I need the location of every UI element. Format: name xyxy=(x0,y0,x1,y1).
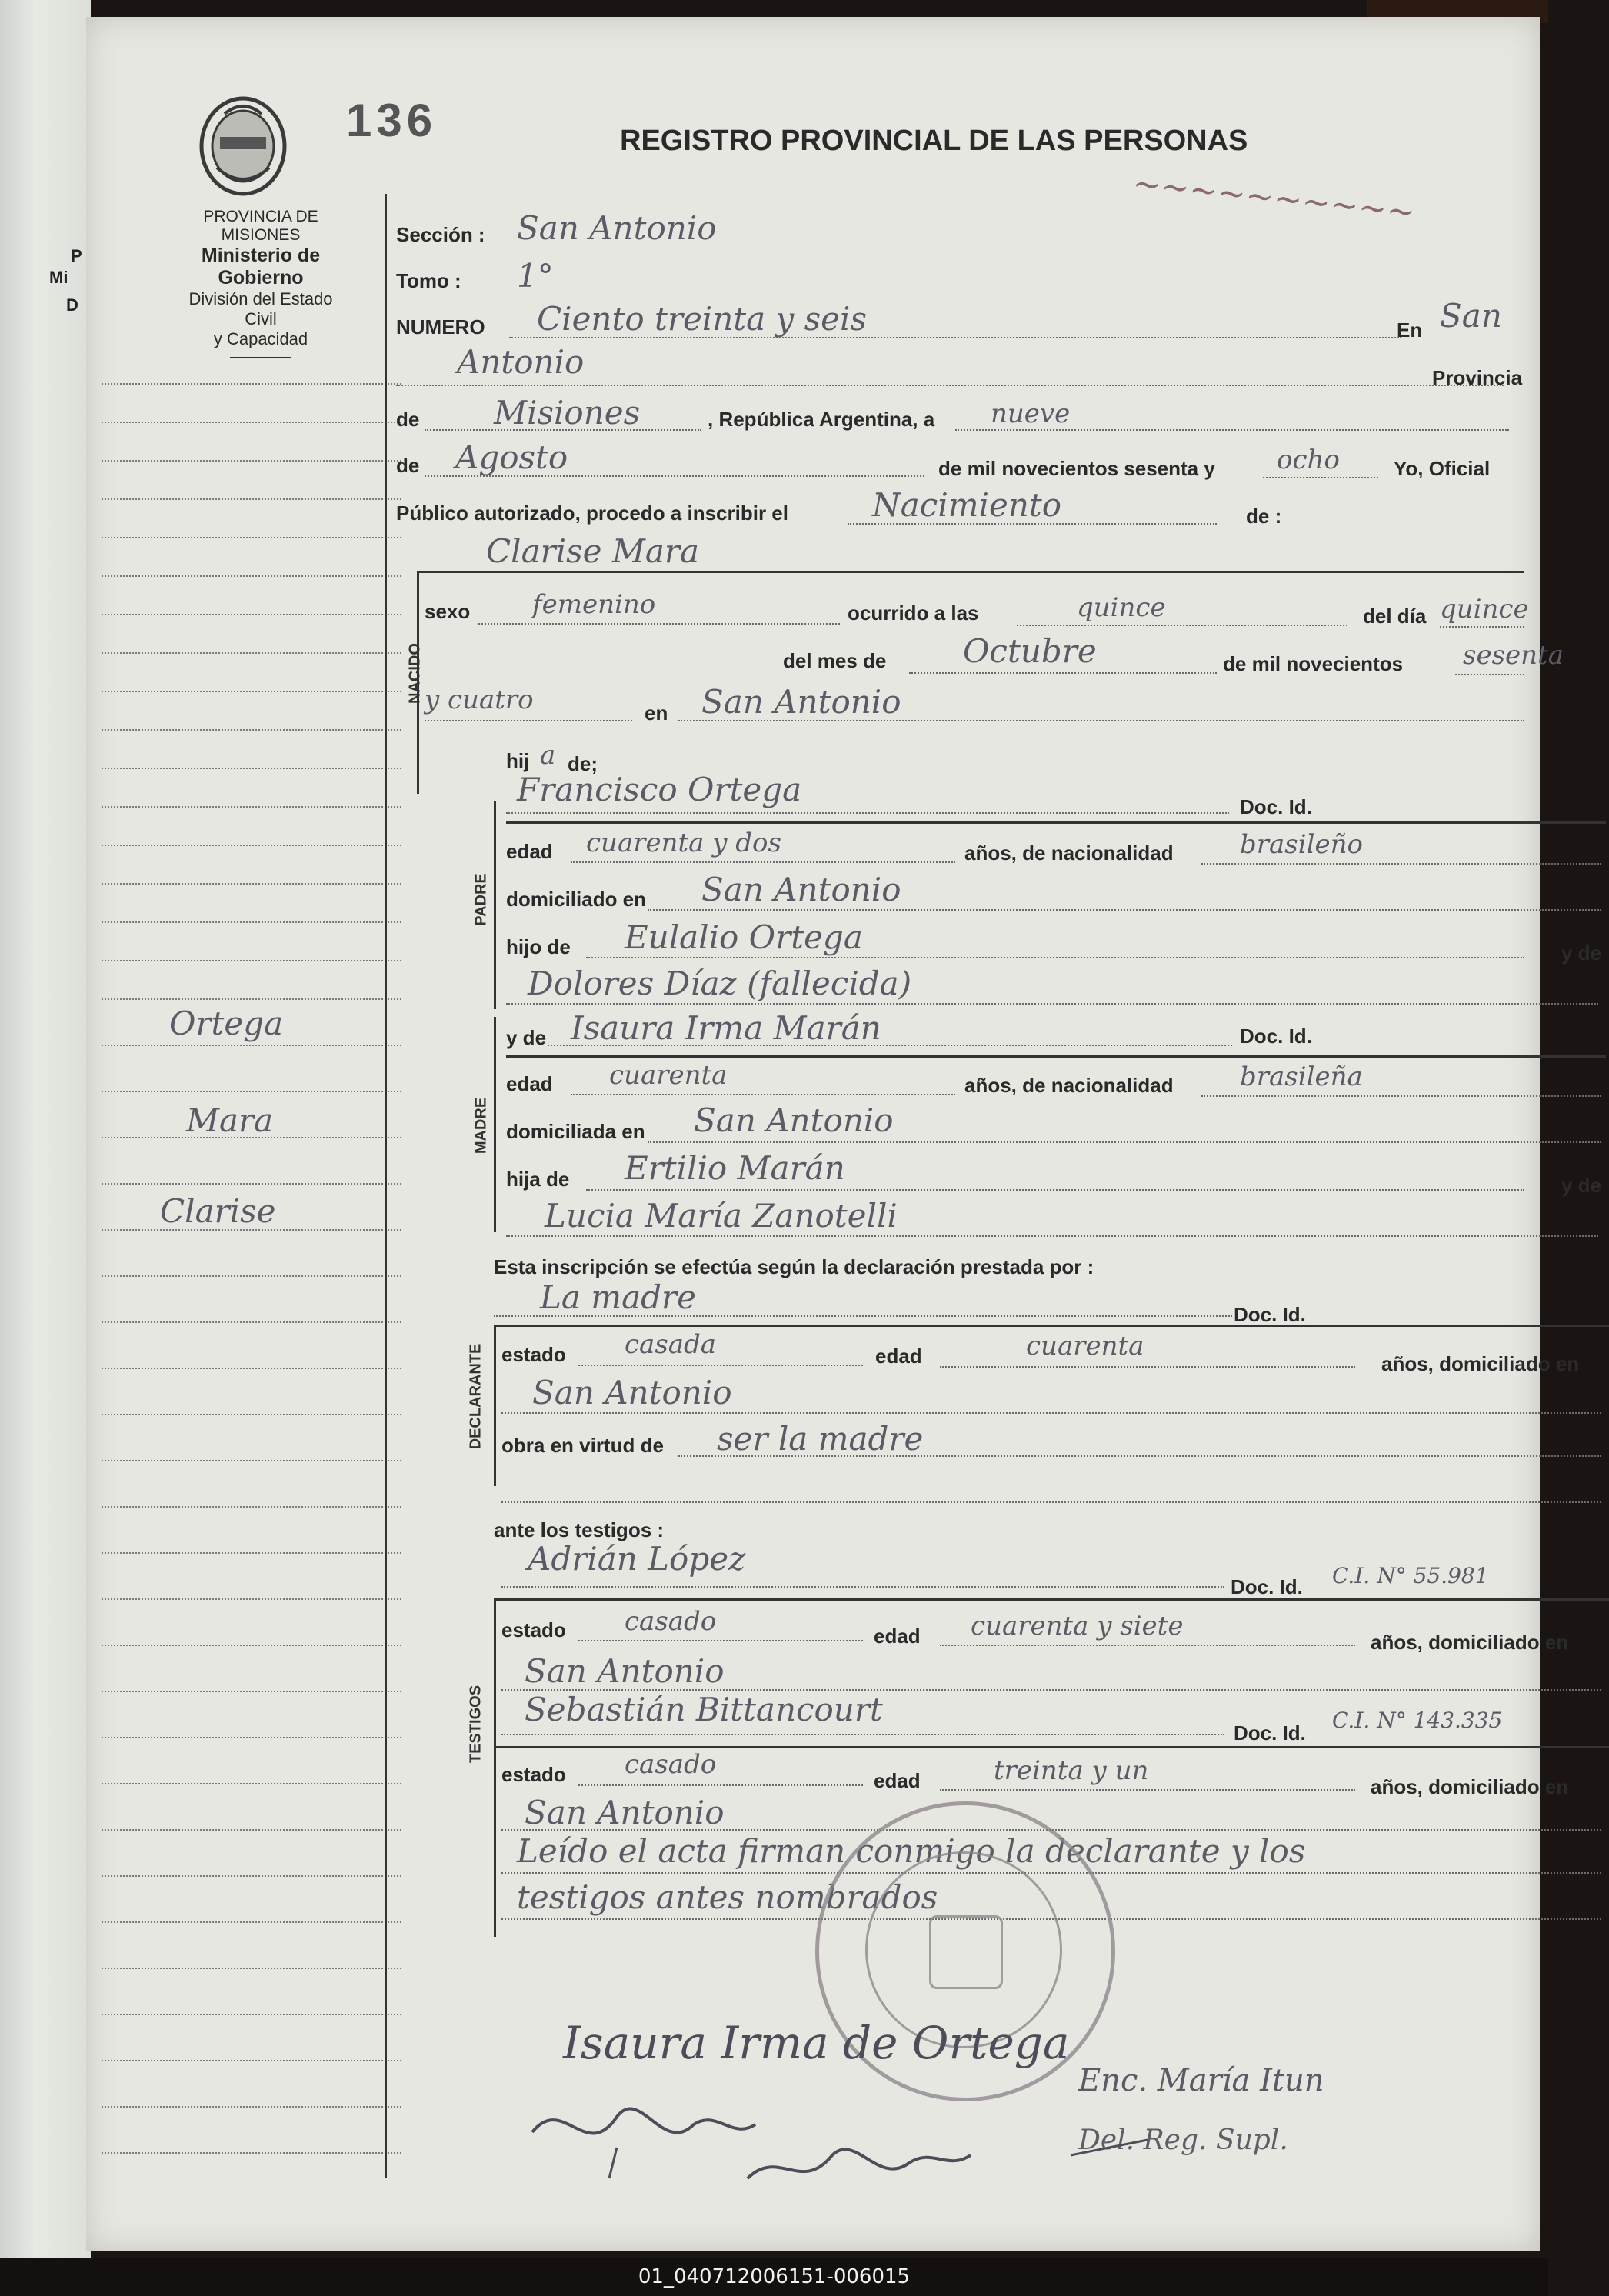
abuela-paterna-line xyxy=(506,1003,1598,1005)
signature-mother: Isaura Irma de Ortega xyxy=(563,2017,1070,2069)
margin-rule xyxy=(102,691,401,692)
numero-label: NUMERO xyxy=(396,315,485,338)
dia-registro-line xyxy=(955,429,1509,431)
margin-rule xyxy=(102,2060,401,2061)
coat-of-arms-icon xyxy=(194,91,292,206)
madre-nombre-value: Isaura Irma Marán xyxy=(571,1009,881,1047)
obra-virtud-label: obra en virtud de xyxy=(501,1434,664,1457)
tomo-value: 1° xyxy=(517,257,554,295)
testigo2-estado-line xyxy=(578,1784,863,1786)
margin-rule xyxy=(102,1321,401,1323)
hora-line xyxy=(1017,625,1347,626)
madre-nombre-line xyxy=(548,1045,1232,1046)
margin-rule xyxy=(102,768,401,769)
office-ministry: Ministerio de Gobierno xyxy=(201,245,321,288)
madre-edad-line xyxy=(571,1094,955,1095)
margin-surname: Ortega xyxy=(169,1005,284,1042)
en-value-2: Antonio xyxy=(457,343,585,381)
image-identifier: 01_040712006151-006015 xyxy=(638,2265,911,2288)
testigo2-estado-label: estado xyxy=(501,1763,566,1786)
localidad-line xyxy=(396,385,1504,386)
margin-rule xyxy=(102,1875,401,1877)
seccion-label: Sección : xyxy=(396,223,485,246)
madre-doc-label: Doc. Id. xyxy=(1240,1025,1312,1048)
numero-line xyxy=(509,337,1401,338)
section-divider xyxy=(417,571,1524,573)
padre-nac-value: brasileño xyxy=(1240,829,1363,860)
testigo2-value: Sebastián Bittancourt xyxy=(525,1691,883,1728)
section-divider xyxy=(506,1055,1606,1058)
padre-doc-label: Doc. Id. xyxy=(1240,795,1312,818)
testigo1-value: Adrián López xyxy=(528,1540,746,1578)
witness-signatures xyxy=(517,2063,1132,2201)
madre-section-label: MADRE xyxy=(472,1097,490,1155)
abuelo-paterno-line xyxy=(586,957,1524,958)
testigo2-dom-label: años, domiciliado en xyxy=(1371,1775,1569,1798)
section-divider xyxy=(494,1598,1609,1601)
nombre-inscripto-value: Clarise Mara xyxy=(486,532,700,570)
marginal-scribble: ~~~~~~~~~~ xyxy=(1131,163,1417,233)
margin-rule xyxy=(102,2152,401,2154)
testigo2-doc-value: C.I. N° 143.335 xyxy=(1332,1708,1503,1733)
margin-rule xyxy=(102,1045,401,1046)
margin-rule xyxy=(102,652,401,654)
yo-oficial-label: Yo, Oficial xyxy=(1394,457,1491,480)
record-number: 136 xyxy=(346,95,438,146)
margin-rule xyxy=(102,422,401,423)
mes-line xyxy=(909,672,1217,674)
padre-dom-line xyxy=(648,909,1601,911)
de-colon-label: de : xyxy=(1246,505,1282,528)
testigo2-edad-label: edad xyxy=(874,1769,921,1792)
madre-nac-label: años, de nacionalidad xyxy=(964,1074,1174,1097)
registry-title: REGISTRO PROVINCIAL DE LAS PERSONAS xyxy=(620,125,1248,157)
numero-value: Ciento treinta y seis xyxy=(537,300,868,338)
anio-2-line xyxy=(425,720,632,721)
margin-rule xyxy=(102,1598,401,1600)
testigo1-edad-label: edad xyxy=(874,1625,921,1648)
ocurrido-label: ocurrido a las xyxy=(848,601,979,625)
de-label: de xyxy=(396,408,420,431)
esta-inscripcion-label: Esta inscripción se efectúa según la declaración prestada por : xyxy=(494,1255,1094,1278)
margin-rule xyxy=(102,883,401,885)
decl-edad-line xyxy=(940,1366,1355,1368)
padre-border xyxy=(494,801,496,1009)
madre-y-de-label: y de xyxy=(506,1026,547,1049)
madre-dom-label: domiciliada en xyxy=(506,1120,645,1143)
sexo-line xyxy=(478,623,840,625)
issuing-office xyxy=(172,208,349,358)
testigo1-estado-label: estado xyxy=(501,1618,566,1641)
abuela-materna-line xyxy=(506,1235,1598,1237)
lugar-line xyxy=(678,720,1524,721)
mes-value: Octubre xyxy=(963,632,1097,670)
margin-rule xyxy=(102,1552,401,1554)
mes-registro-value: Agosto xyxy=(455,438,568,476)
office-division: División del Estado Civil xyxy=(188,289,333,328)
margin-rule xyxy=(102,498,401,500)
adjacent-page-edge xyxy=(0,0,91,2258)
republica-label: , República Argentina, a xyxy=(708,408,935,431)
mil-novecientos-label: de mil novecientos xyxy=(1223,652,1404,675)
padre-nac-line xyxy=(1201,863,1601,865)
padre-section-label: PADRE xyxy=(472,873,490,926)
scan-footer xyxy=(0,2258,1548,2296)
edge-mark: Mi xyxy=(49,268,68,287)
padre-edad-line xyxy=(571,861,955,863)
section-divider xyxy=(494,1746,1609,1748)
anio-1-value: sesenta xyxy=(1463,640,1564,671)
margin-rule xyxy=(102,960,401,961)
madre-dom-line xyxy=(648,1141,1601,1143)
testigo1-edad-line xyxy=(940,1645,1355,1646)
margin-second-name: Mara xyxy=(186,1101,274,1139)
decl-dom-label: años, domiciliado en xyxy=(1381,1352,1580,1375)
en-label: En xyxy=(1397,318,1423,342)
abuela-paterna-value: Dolores Díaz (fallecida) xyxy=(528,965,912,1002)
margin-rule xyxy=(102,1368,401,1369)
testigo2-estado-value: casado xyxy=(625,1749,717,1780)
decl-edad-value: cuarenta xyxy=(1026,1331,1144,1361)
decl-virtud-line xyxy=(678,1455,1601,1457)
testigo2-edad-line xyxy=(940,1789,1355,1791)
form-border xyxy=(385,194,387,2178)
hijo-de-label: hijo de xyxy=(506,935,571,958)
testigo2-dom-value: San Antonio xyxy=(525,1794,725,1831)
margin-rule xyxy=(102,460,401,462)
madre-edad-value: cuarenta xyxy=(609,1060,728,1091)
abuelo-materno-line xyxy=(586,1189,1524,1191)
dia-registro-value: nueve xyxy=(991,398,1071,429)
mes-registro-line xyxy=(425,475,924,477)
margin-rule xyxy=(102,383,401,385)
margin-rule xyxy=(102,729,401,731)
padre-y-de-label: y de xyxy=(1561,941,1602,965)
padre-nac-label: años, de nacionalidad xyxy=(964,841,1174,865)
decl-dom-value: San Antonio xyxy=(532,1374,732,1411)
hij-suffix-value: a xyxy=(540,740,556,771)
margin-rule xyxy=(102,2014,401,2015)
abuelo-materno-value: Ertilio Marán xyxy=(625,1149,845,1187)
decl-estado-value: casada xyxy=(625,1329,717,1360)
sexo-value: femenino xyxy=(532,589,656,620)
en-lower-label: en xyxy=(645,701,668,725)
de-semicolon-label: de; xyxy=(568,752,598,775)
abuela-materna-value: Lucia María Zanotelli xyxy=(545,1197,898,1235)
testigo2-line xyxy=(501,1734,1224,1735)
testigo1-estado-line xyxy=(578,1640,863,1641)
testigo2-edad-value: treinta y un xyxy=(994,1755,1149,1786)
margin-rule xyxy=(102,1460,401,1461)
tipo-acta-value: Nacimiento xyxy=(872,486,1062,524)
section-divider xyxy=(494,1325,1609,1327)
dia-value: quince xyxy=(1440,594,1529,625)
margin-rule xyxy=(102,1829,401,1831)
margin-first-name: Clarise xyxy=(160,1192,276,1230)
publico-label: Público autorizado, procedo a inscribir el xyxy=(396,502,788,525)
provincia-value: Misiones xyxy=(494,394,641,432)
madre-y-de-right-label: y de xyxy=(1561,1174,1602,1197)
margin-rule xyxy=(102,537,401,538)
declarante-line xyxy=(494,1315,1232,1317)
tipo-acta-line xyxy=(848,523,1217,525)
padre-nombre-value: Francisco Ortega xyxy=(517,771,802,808)
madre-border xyxy=(494,1017,496,1232)
testigo1-dom-label: años, domiciliado en xyxy=(1371,1631,1569,1654)
decl-extra-line xyxy=(501,1501,1601,1503)
decl-edad-label: edad xyxy=(875,1345,922,1368)
tomo-label: Tomo : xyxy=(396,269,461,292)
anio-1-line xyxy=(1455,674,1524,675)
margin-rule xyxy=(102,575,401,577)
testigo1-edad-value: cuarenta y siete xyxy=(971,1611,1184,1641)
hija-de-label: hija de xyxy=(506,1168,570,1191)
declarante-border xyxy=(494,1325,496,1486)
madre-edad-label: edad xyxy=(506,1072,553,1095)
declarante-value: La madre xyxy=(540,1278,696,1316)
margin-rule xyxy=(102,1737,401,1738)
edge-mark: P xyxy=(71,246,82,265)
office-capacity: y Capacidad xyxy=(213,329,308,348)
testigo2-doc-label: Doc. Id. xyxy=(1234,1721,1306,1744)
margin-rule xyxy=(102,2106,401,2108)
margin-rule xyxy=(102,1506,401,1508)
closing-line-1: Leído el acta firman conmigo la declarante y los xyxy=(517,1832,1306,1870)
testigos-border xyxy=(494,1598,496,1937)
decl-dom-line xyxy=(501,1412,1601,1414)
testigo1-doc-value: C.I. N° 55.981 xyxy=(1332,1563,1489,1588)
madre-nac-value: brasileña xyxy=(1240,1061,1363,1092)
register-page xyxy=(86,17,1602,2251)
anio-registro-line xyxy=(1263,477,1378,478)
provincia-label: Provincia xyxy=(1432,366,1523,389)
dia-line xyxy=(1440,626,1524,628)
testigo1-dom-value: San Antonio xyxy=(525,1652,725,1690)
edge-mark: D xyxy=(66,295,78,315)
margin-rule xyxy=(102,1921,401,1923)
decl-virtud-value: ser la madre xyxy=(717,1420,924,1458)
margin-rule xyxy=(102,1968,401,1969)
nacido-section-label: NACIDO xyxy=(406,643,424,704)
signature-officer-title: Del. Reg. Supl. xyxy=(1078,2124,1288,2156)
padre-dom-value: San Antonio xyxy=(701,871,901,908)
de-label-2: de xyxy=(396,454,420,477)
margin-rule xyxy=(102,614,401,615)
madre-dom-value: San Antonio xyxy=(694,1101,894,1139)
lugar-value: San Antonio xyxy=(701,683,901,721)
decl-estado-label: estado xyxy=(501,1343,566,1366)
padre-edad-label: edad xyxy=(506,840,553,863)
mil-sesenta-label: de mil novecientos sesenta y xyxy=(938,457,1215,480)
testigo1-estado-value: casado xyxy=(625,1606,717,1637)
margin-rule xyxy=(102,1091,401,1092)
signature-officer: Enc. María Itun xyxy=(1078,2063,1324,2098)
testigo1-doc-label: Doc. Id. xyxy=(1231,1575,1303,1598)
margin-rule xyxy=(102,921,401,923)
margin-rule xyxy=(102,806,401,808)
margin-rule xyxy=(102,998,401,1000)
office-province: PROVINCIA DE MISIONES xyxy=(203,208,318,244)
hij-label: hij xyxy=(506,749,530,772)
margin-rule xyxy=(102,1275,401,1277)
declarante-doc-label: Doc. Id. xyxy=(1234,1303,1306,1326)
section-divider xyxy=(506,821,1606,824)
hora-value: quince xyxy=(1077,592,1166,623)
padre-edad-value: cuarenta y dos xyxy=(586,828,781,858)
provincia-line xyxy=(425,429,701,431)
margin-rule xyxy=(102,1691,401,1692)
del-dia-label: del día xyxy=(1363,605,1427,628)
del-mes-label: del mes de xyxy=(783,649,887,672)
anio-registro-value: ocho xyxy=(1277,445,1340,475)
sexo-label: sexo xyxy=(425,600,471,623)
madre-nac-line xyxy=(1201,1095,1601,1097)
ante-testigos-label: ante los testigos : xyxy=(494,1518,665,1541)
closing-line-2: testigos antes nombrados xyxy=(517,1878,938,1916)
margin-rule xyxy=(102,1414,401,1415)
margin-rule xyxy=(102,845,401,846)
padre-dom-label: domiciliado en xyxy=(506,888,647,911)
testigos-section-label: TESTIGOS xyxy=(467,1685,485,1764)
abuelo-paterno-value: Eulalio Ortega xyxy=(625,918,863,956)
declarante-section-label: DECLARANTE xyxy=(467,1343,485,1450)
decl-estado-line xyxy=(578,1365,863,1366)
en-value-1: San xyxy=(1440,297,1502,335)
margin-rule xyxy=(102,1783,401,1784)
seccion-value: San Antonio xyxy=(517,209,717,247)
margin-rule xyxy=(102,1645,401,1646)
padre-nombre-line xyxy=(506,812,1229,814)
testigo1-line xyxy=(501,1586,1224,1588)
anio-2-value: y cuatro xyxy=(425,685,534,715)
margin-rule xyxy=(102,1183,401,1185)
office-divider xyxy=(230,357,291,358)
